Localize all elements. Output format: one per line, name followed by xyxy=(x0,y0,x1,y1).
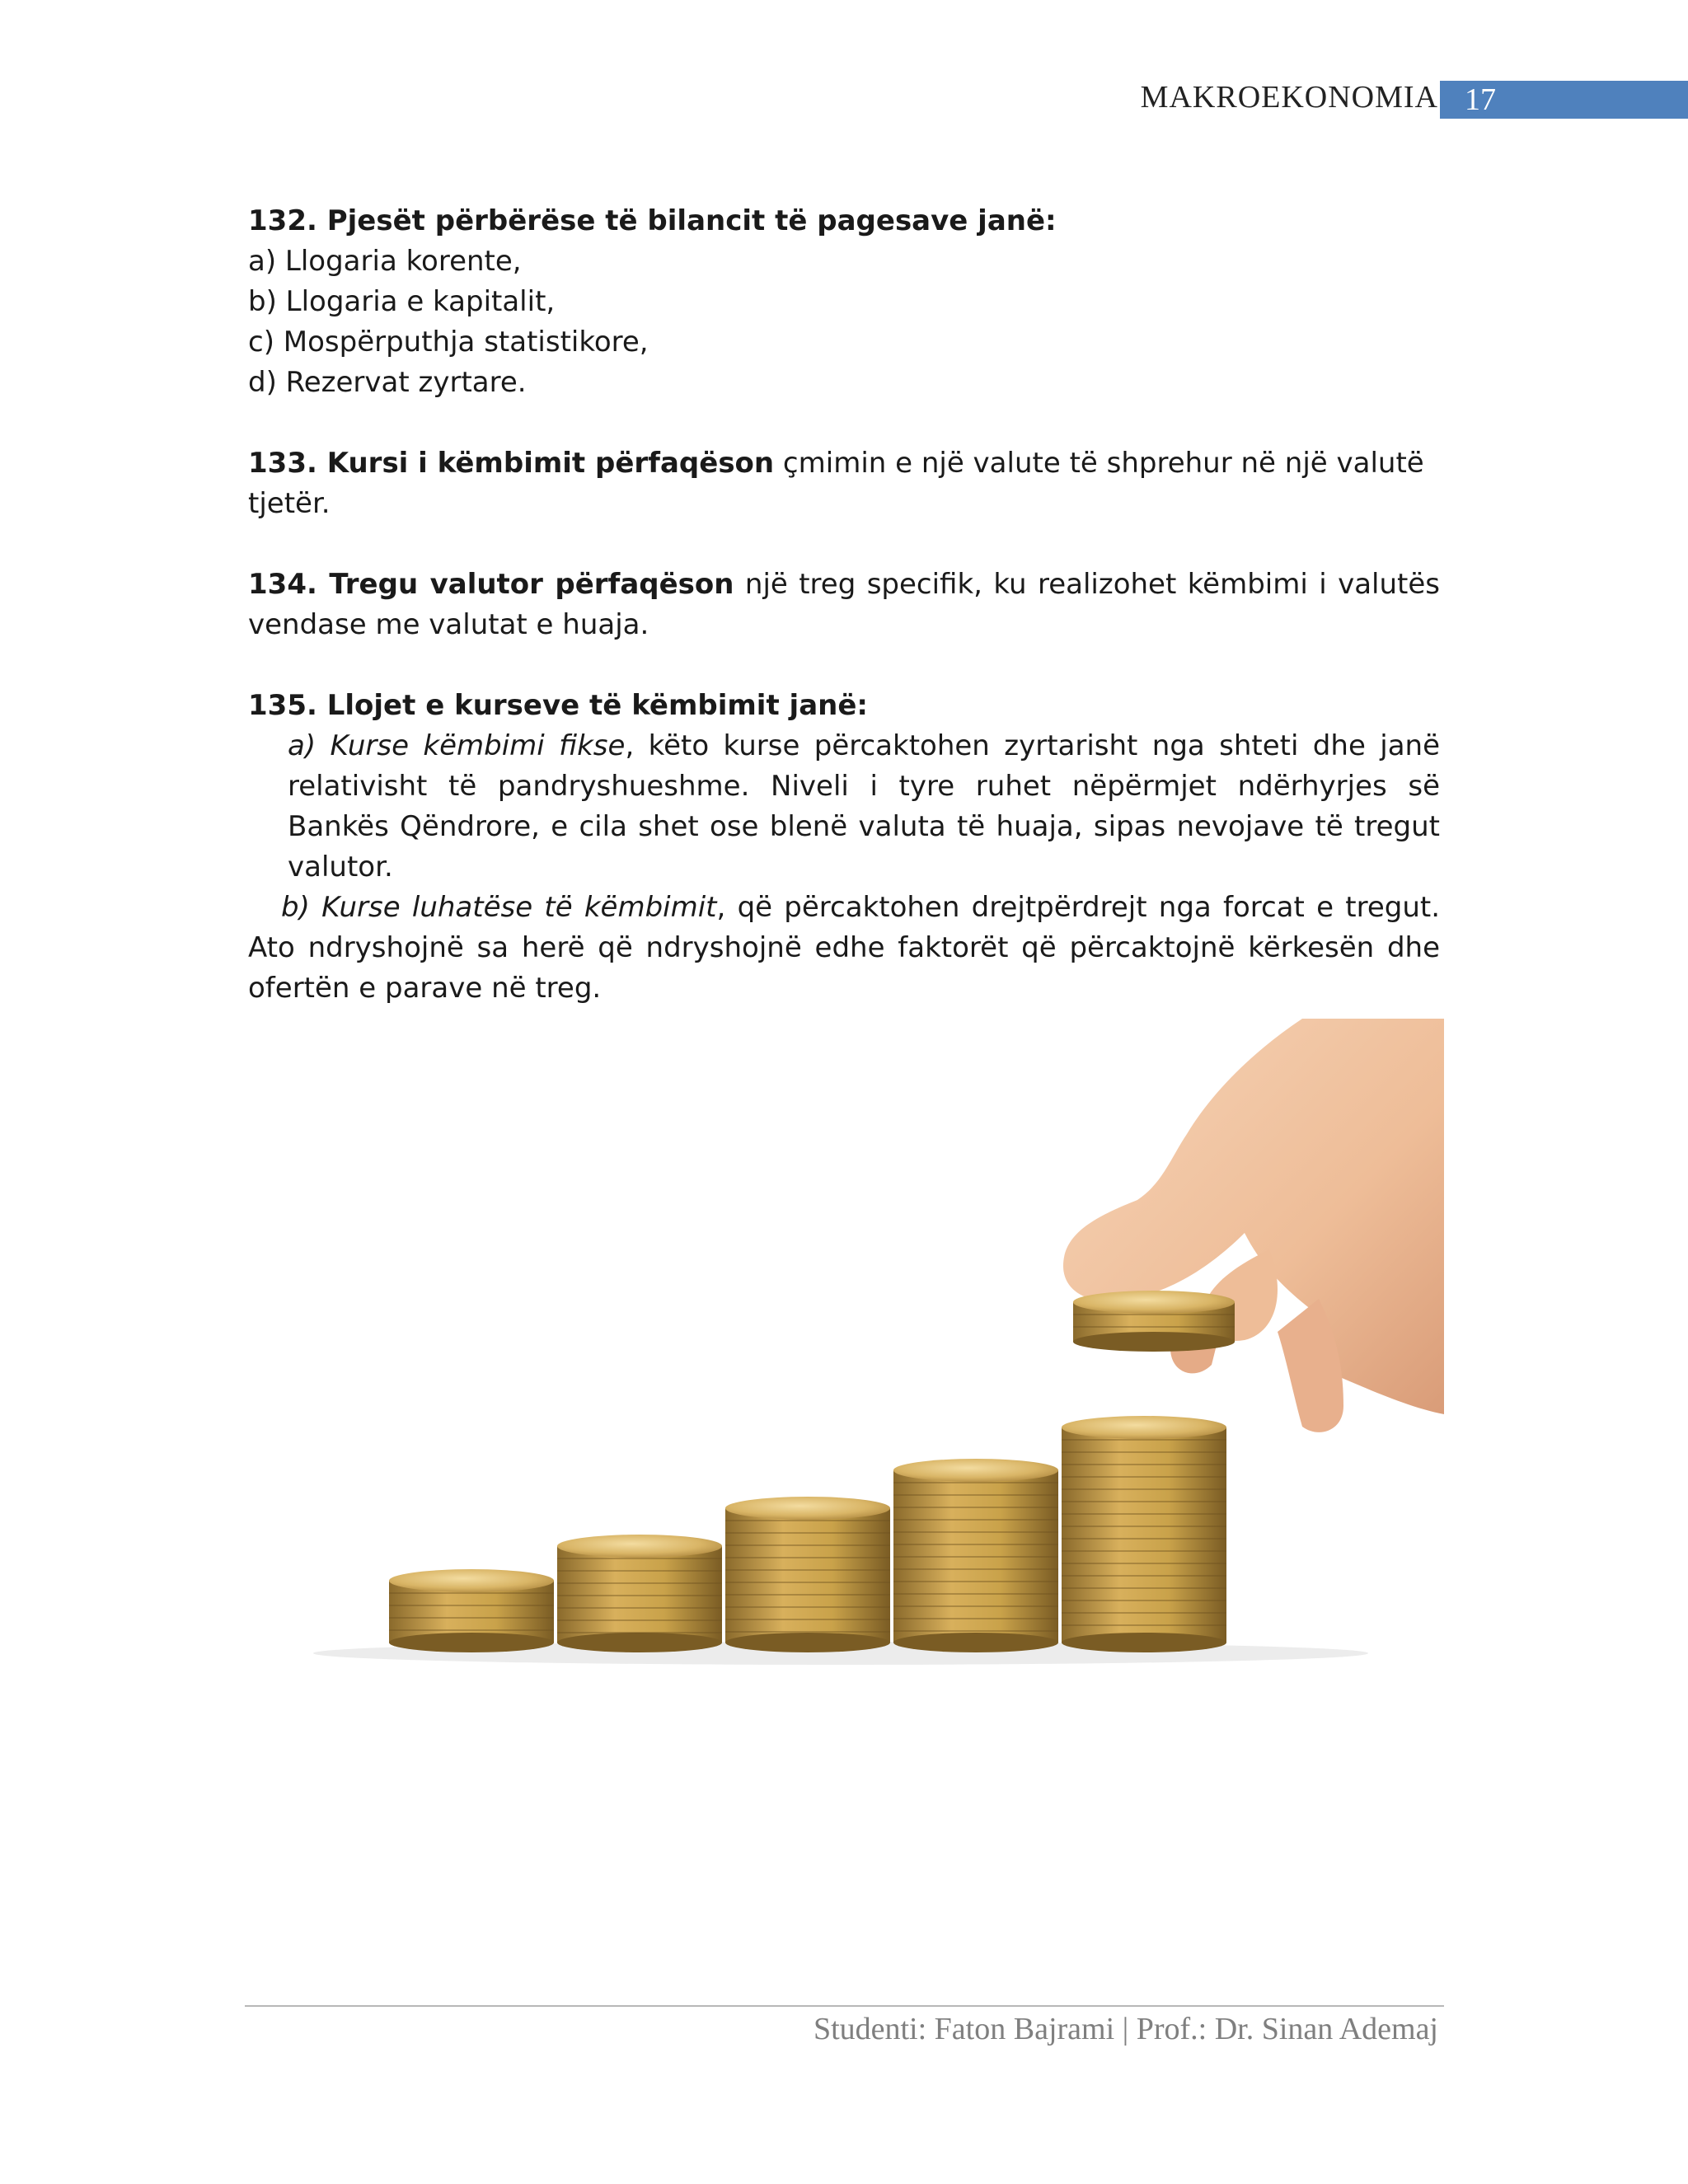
question-135-item-b xyxy=(248,888,1440,1009)
question-135-a-text: , këto kurse përcaktohen zyrtarisht nga shteti dhe janë relativisht të pandryshueshme. Niveli i tyre ruhet nëpërmjet ndërhyrjes së Bankës Qëndrore, e cila shet ose blenë valuta të huaja, sipas nevojave të tregut valutor. xyxy=(288,729,1440,883)
question-133-term: 133. Kursi i këmbimit përfaqëson xyxy=(248,447,775,480)
question-135-title: 135. Llojet e kurseve të këmbimit janë: xyxy=(248,689,869,722)
question-134-term: 134. Tregu valutor përfaqëson xyxy=(248,568,734,601)
question-135-b-text: , që përcaktohen drejtpërdrejt nga forcat e tregut. Ato ndryshojnë sa herë që ndryshojnë edhe faktorët që përcaktojnë kërkesën dhe ofertën e parave në treg. xyxy=(248,891,1441,1005)
question-132-item-d: d) Rezervat zyrtare. xyxy=(248,366,527,399)
question-133 xyxy=(248,443,1440,524)
coin-stack-2 xyxy=(557,1535,722,1652)
question-132-item-a: a) Llogaria korente, xyxy=(248,245,522,278)
coin-stack-1 xyxy=(389,1569,554,1652)
question-135-b-term: b) Kurse luhatëse të këmbimit xyxy=(281,891,717,924)
running-header-title: MAKROEKONOMIA xyxy=(1140,80,1438,115)
hand-palm xyxy=(1063,1019,1444,1414)
footer-credits: Studenti: Faton Bajrami | Prof.: Dr. Sinan Ademaj xyxy=(813,2012,1438,2046)
question-132-item-b: b) Llogaria e kapitalit, xyxy=(248,285,556,318)
page-number-badge: 17 xyxy=(1440,81,1688,119)
question-132-item-c: c) Mospërputhja statistikore, xyxy=(248,326,649,359)
coin-stacks-illustration xyxy=(247,1019,1444,1678)
page-body xyxy=(248,201,1440,1009)
question-134-text: një treg specifik, ku realizohet këmbimi i valutës vendase me valutat e huaja. xyxy=(248,568,1440,641)
coin-stack-4 xyxy=(893,1459,1058,1652)
question-132-title: 132. Pjesët përbërëse të bilancit të pagesave janë: xyxy=(248,204,1057,237)
question-135-item-a xyxy=(248,726,1440,888)
question-134 xyxy=(248,565,1440,645)
hand-icon xyxy=(1063,1019,1444,1432)
coin-stack-5 xyxy=(1062,1416,1226,1652)
question-133-text: çmimin e një valute të shprehur në një valutë tjetër. xyxy=(248,447,1424,520)
footer-divider xyxy=(245,2005,1444,2007)
question-135-a-term: a) Kurse këmbimi fikse xyxy=(288,729,626,762)
held-coin-stack xyxy=(1073,1291,1235,1352)
